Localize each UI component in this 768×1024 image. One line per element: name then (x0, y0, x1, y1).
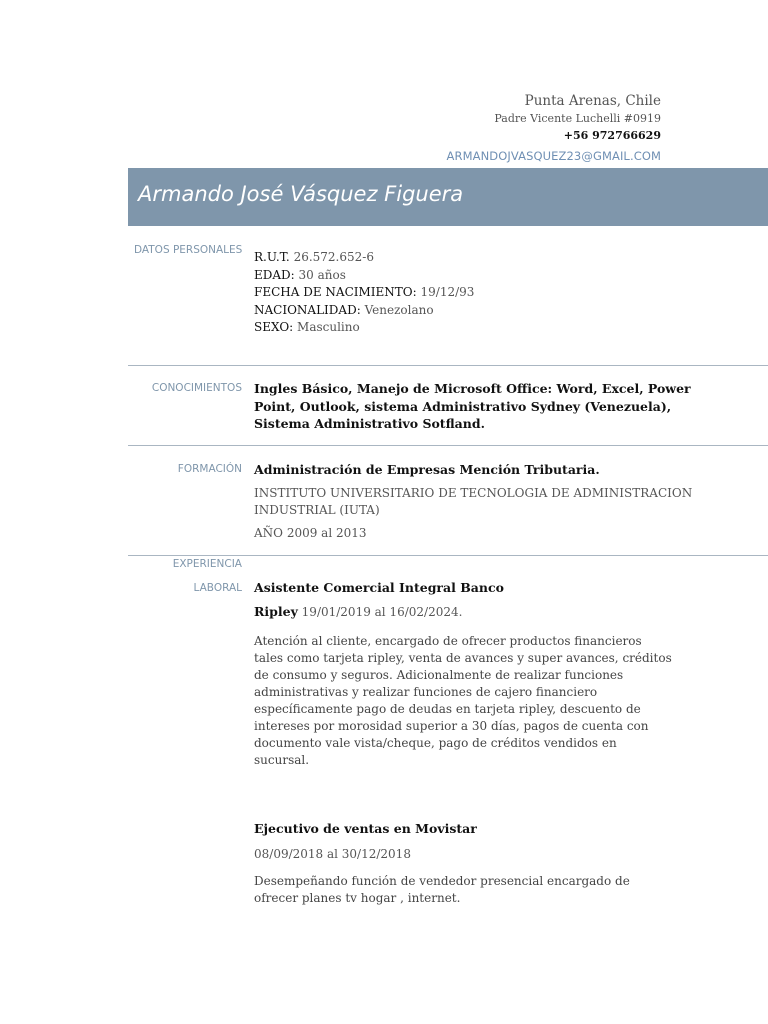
skills-text: Ingles Básico, Manejo de Microsoft Office: Word, Excel, Power Point, Outlook, sistema Administrativo Sydney (Venezuela), Sistema Administrativo Sotfland. (254, 381, 691, 431)
nacionalidad-value: Venezolano (364, 302, 434, 317)
job-title: Asistente Comercial Integral Banco (254, 580, 504, 595)
section-label-experience-line2: LABORAL (193, 582, 242, 594)
contact-address: Padre Vicente Luchelli #0919 (494, 112, 661, 125)
edad-row (254, 267, 474, 285)
sexo-row (254, 319, 474, 337)
personal-details (254, 249, 474, 337)
sexo-key: SEXO: (254, 320, 294, 334)
sexo-value: Masculino (297, 320, 360, 334)
job-title: Ejecutivo de ventas en Movistar (254, 821, 477, 836)
section-label-experience-line1: EXPERIENCIA (172, 558, 242, 570)
job-company-dates (254, 603, 674, 622)
rut-value: 26.572.652-6 (293, 250, 374, 264)
education-years: AÑO 2009 al 2013 (254, 525, 367, 540)
fecha-value: 19/12/93 (420, 285, 475, 299)
section-divider (128, 445, 768, 446)
section-label-skills: CONOCIMIENTOS (151, 382, 242, 394)
contact-block (447, 92, 661, 164)
section-label-education: FORMACIÓN (177, 463, 242, 475)
job-entry (254, 579, 674, 769)
nacionalidad-row (254, 302, 474, 320)
job-description: Atención al cliente, encargado de ofrecer productos financieros tales como tarjeta ripley, venta de avances y super avances, créditos de consumo y seguros. Adicionalmente de realizar funciones administrativas y realizar funciones de cajero financiero específicamente pago de deudas en tarjeta ripley, descuento de intereses por morosidad superior a 30 días, pagos de cuenta con documento vale vista/cheque, pago de créditos vendidos en sucursal. (254, 634, 672, 767)
rut-key: R.U.T. (254, 250, 290, 264)
fecha-key: FECHA DE NACIMIENTO: (254, 285, 417, 299)
job-dates: 19/01/2019 al 16/02/2024. (301, 604, 463, 619)
job-description: Desempeñando función de vendedor presencial encargado de ofrecer planes tv hogar , internet. (254, 874, 630, 905)
education-details (254, 461, 754, 542)
edad-key: EDAD: (254, 267, 295, 282)
section-label-personal: DATOS PERSONALES (134, 244, 243, 256)
contact-city: Punta Arenas, Chile (524, 93, 661, 109)
contact-email[interactable]: ARMANDOJVASQUEZ23@GMAIL.COM (446, 149, 661, 163)
section-divider (128, 365, 768, 366)
name-banner (128, 168, 768, 226)
edad-value: 30 años (298, 267, 346, 282)
contact-phone: +56 972766629 (563, 129, 661, 142)
job-entry (254, 820, 674, 907)
nacionalidad-key: NACIONALIDAD: (254, 302, 361, 317)
job-company: Ripley (254, 603, 298, 619)
education-degree: Administración de Empresas Mención Tributaria. (254, 462, 600, 477)
candidate-name: Armando José Vásquez Figuera (138, 182, 464, 206)
job-dates: 08/09/2018 al 30/12/2018 (254, 846, 411, 861)
rut-row (254, 249, 474, 267)
fecha-row (254, 284, 474, 302)
education-institution: INSTITUTO UNIVERSITARIO DE TECNOLOGIA DE ADMINISTRACION INDUSTRIAL (IUTA) (254, 485, 693, 517)
